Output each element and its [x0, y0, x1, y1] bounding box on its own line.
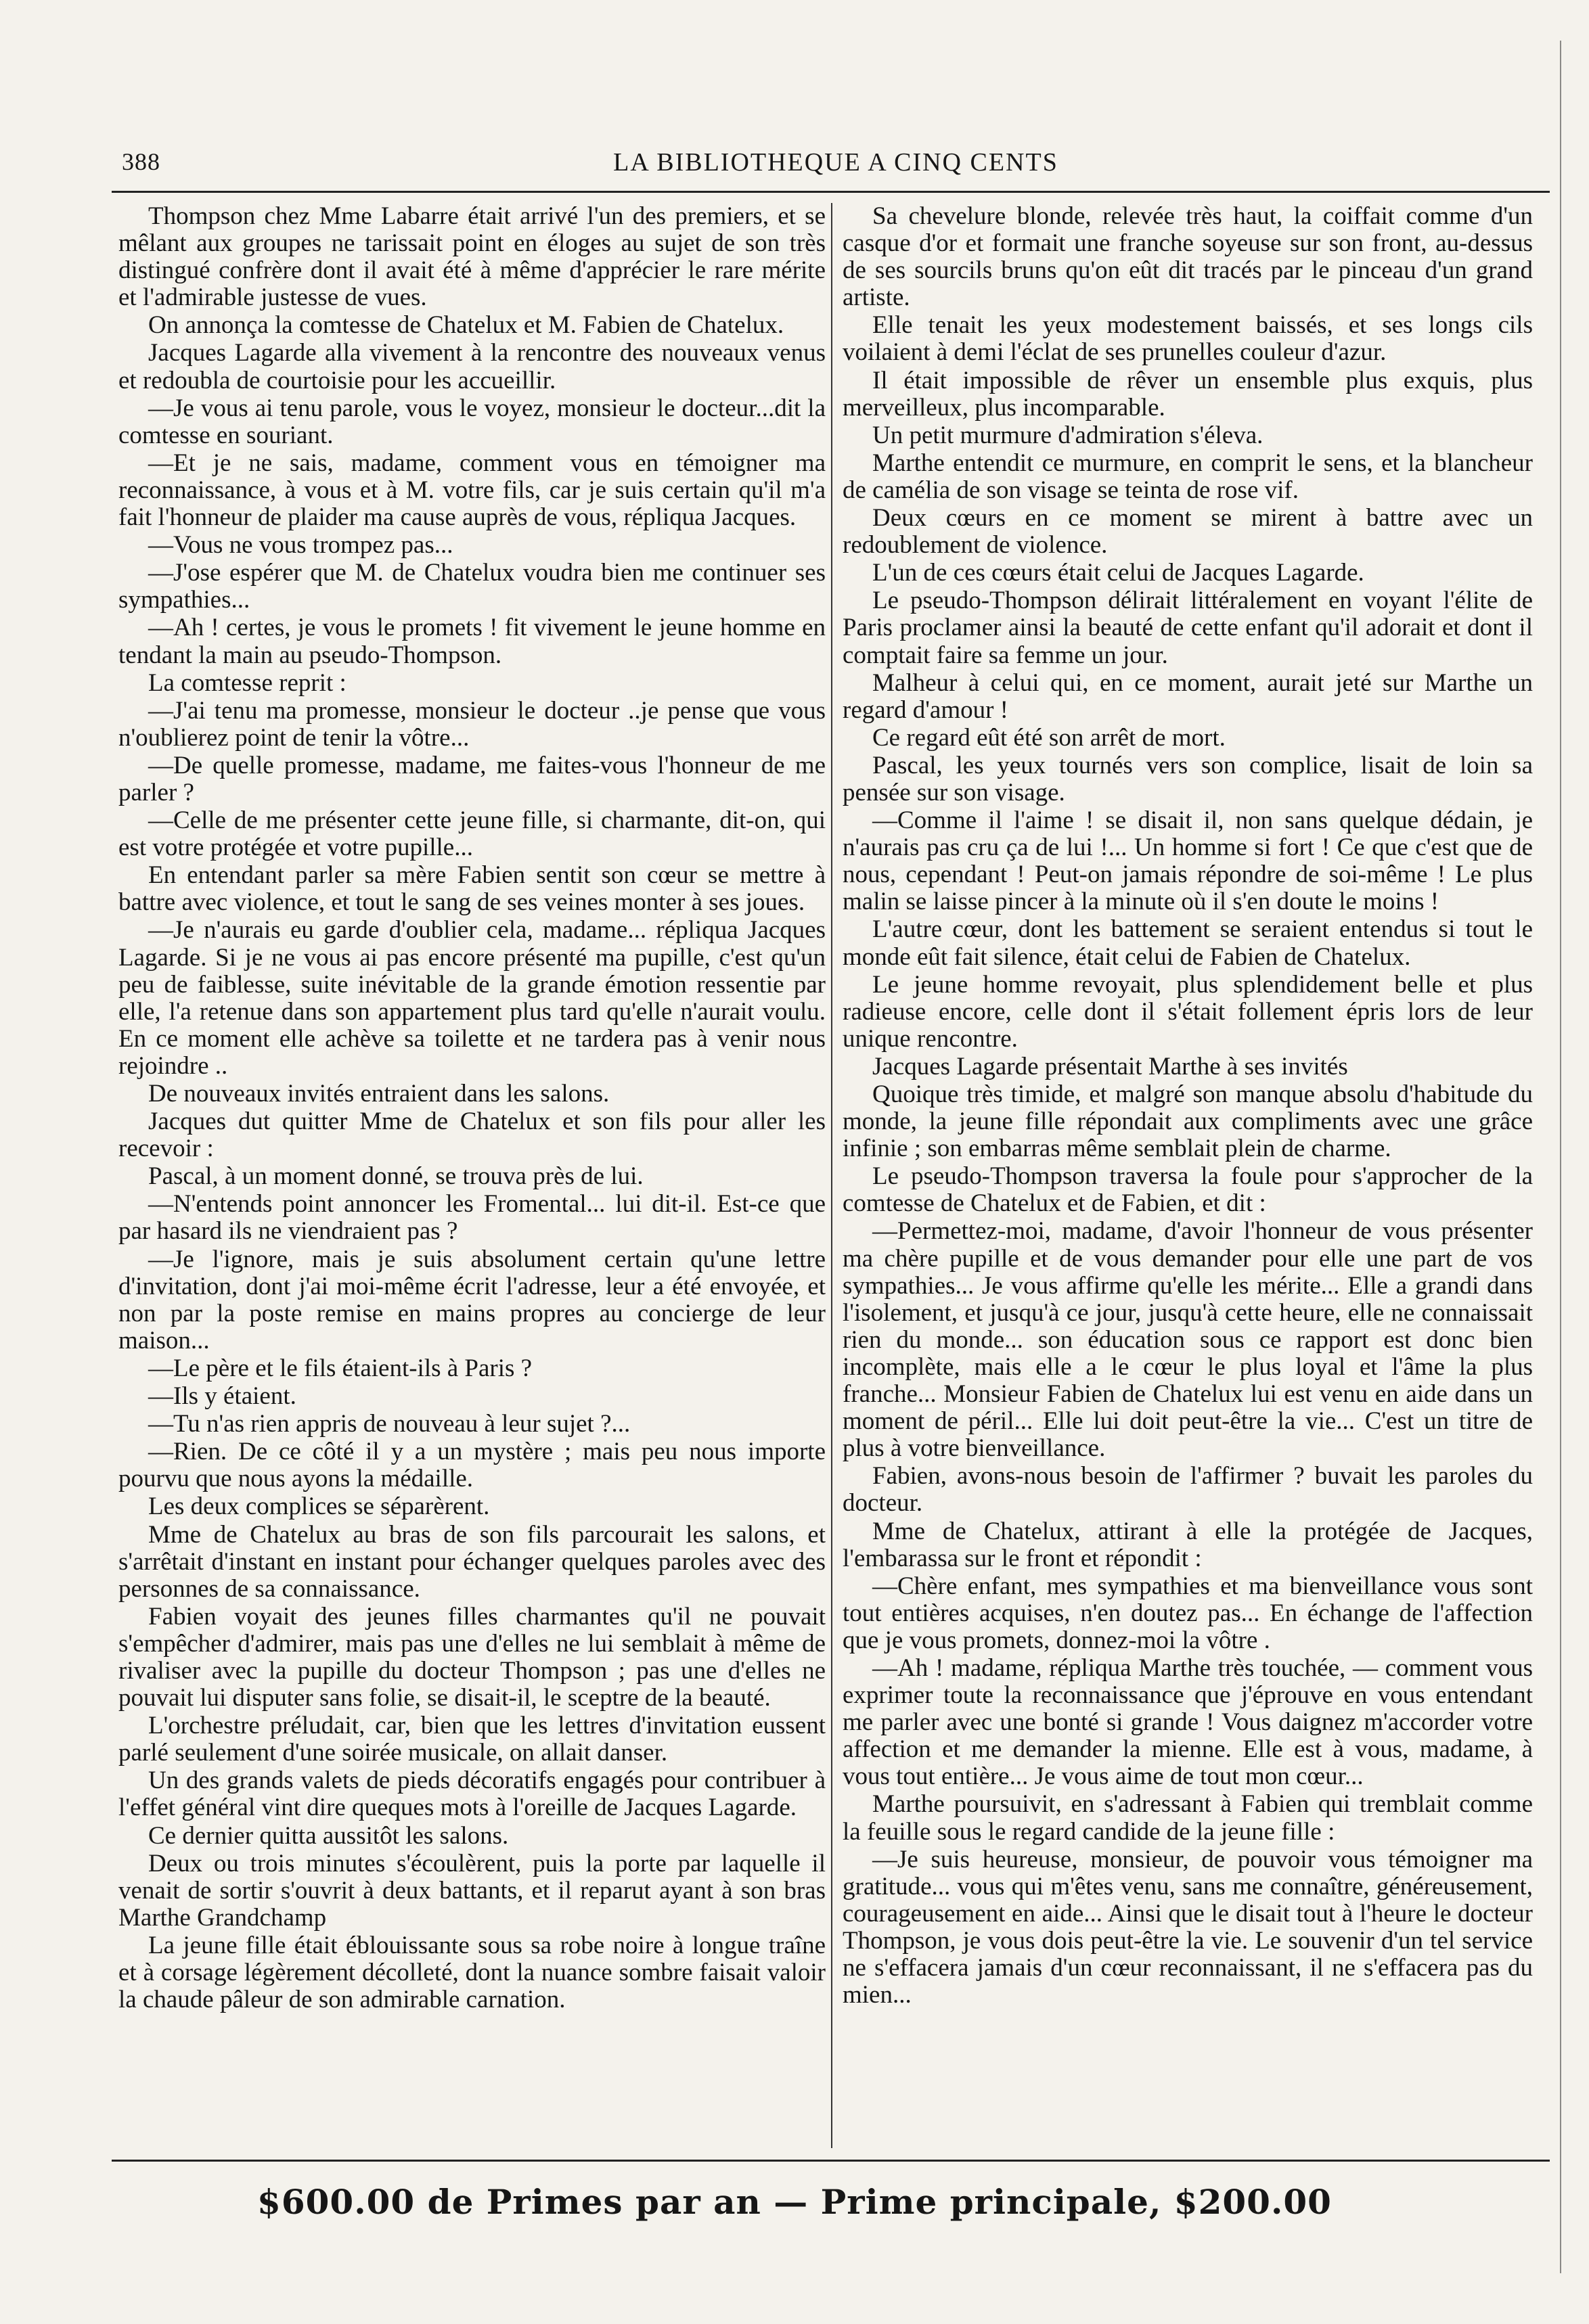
paragraph: Le jeune homme revoyait, plus splendidement belle et plus radieuse encore, celle dont il s'était follement épris lors de leur unique rencontre. [843, 970, 1533, 1053]
paragraph: Marthe entendit ce murmure, en comprit le sens, et la blancheur de camélia de son visage se teinta de rose vif. [843, 449, 1533, 504]
paragraph: Le pseudo-Thompson délirait littéralement en voyant l'élite de Paris proclamer ainsi la beauté de cette enfant qu'il adorait et dont il comptait faire sa femme un jour. [843, 587, 1533, 669]
paragraph: Ce dernier quitta aussitôt les salons. [148, 1821, 509, 1850]
paragraph: —Je vous ai tenu parole, vous le voyez, monsieur le docteur...dit la comtesse en souriant. [118, 394, 826, 449]
column-divider [831, 203, 832, 2148]
paragraph: —De quelle promesse, madame, me faites-vous l'honneur de me parler ? [118, 751, 826, 806]
paragraph: —Je n'aurais eu garde d'oublier cela, madame... répliqua Jacques Lagarde. Si je ne vous ai pas encore présenté ma pupille, c'est qu'un peu de faiblesse, suite inévitable de la grande émotion ressentie par elle, l'a retenue dans son appartement plus tard qu'elle n'aurait voulu. En ce moment elle achève sa toilette et ne tardera pas à venir nous rejoindre .. [118, 916, 826, 1080]
paragraph: —Et je ne sais, madame, comment vous en témoigner ma reconnaissance, à vous et à M. votre fils, car je suis certain qu'il m'a fait l'honneur de plaider ma cause auprès de vous, répliqua Jacques. [118, 449, 826, 532]
paragraph: Marthe poursuivit, en s'adressant à Fabien qui tremblait comme la feuille sous le regard candide de la jeune fille : [843, 1790, 1533, 1846]
paragraph: Deux cœurs en ce moment se mirent à battre avec un redoublement de violence. [843, 504, 1533, 560]
paragraph: —Ils y étaient. [148, 1382, 296, 1411]
paragraph: —Rien. De ce côté il y a un mystère ; mais peu nous importe pourvu que nous ayons la médaille. [118, 1438, 826, 1493]
paragraph: L'autre cœur, dont les battement se seraient entendus si tout le monde eût fait silence, était celui de Fabien de Chatelux. [843, 915, 1533, 971]
paragraph: —Comme il l'aime ! se disait il, non sans quelque dédain, je n'aurais pas cru ça de lui !... Un homme si fort ! Ce que c'est que de nous, cependant ! Peut-on jamais répondre de soi-même ! Le plus malin se laisse pincer à la minute où il s'en doute le moins ! [843, 806, 1533, 916]
page-number: 388 [122, 148, 160, 175]
paragraph: —Je suis heureuse, monsieur, de pouvoir vous témoigner ma gratitude... vous qui m'êtes venu, sans me connaître, généreusement, courageusement en aide... Ainsi que le disait tout à l'heure le docteur Thompson, je vous dois peut-être la vie. Le souvenir d'un tel service ne s'effacera jamais d'un cœur reconnaissant, il ne s'effacera pas du mien... [843, 1845, 1533, 2009]
paragraph: L'orchestre préludait, car, bien que les lettres d'invitation eussent parlé seulement d'une soirée musicale, on allait danser. [118, 1712, 826, 1767]
paragraph: Il était impossible de rêver un ensemble plus exquis, plus merveilleux, plus incomparable. [843, 366, 1533, 421]
page-header [122, 147, 1550, 188]
paragraph: Un petit murmure d'admiration s'éleva. [872, 421, 1263, 449]
paragraph: Malheur à celui qui, en ce moment, aurait jeté sur Marthe un regard d'amour ! [843, 668, 1533, 724]
paragraph: La comtesse reprit : [148, 668, 346, 697]
header-rule [112, 191, 1550, 193]
paragraph: Elle tenait les yeux modestement baissés, et ses longs cils voilaient à demi l'éclat de ses prunelles couleur d'azur. [843, 311, 1533, 367]
paragraph: Jacques Lagarde présentait Marthe à ses invités [872, 1052, 1348, 1080]
paragraph: —J'ai tenu ma promesse, monsieur le docteur ..je pense que vous n'oublierez point de tenir la vôtre... [118, 696, 826, 752]
paragraph: Le pseudo-Thompson traversa la foule pour s'approcher de la comtesse de Chatelux et de Fabien, et dit : [843, 1162, 1533, 1218]
paragraph: Un des grands valets de pieds décoratifs engagés pour contribuer à l'effet général vint dire queques mots à l'oreille de Jacques Lagarde. [118, 1767, 826, 1822]
paragraph: —Celle de me présenter cette jeune fille, si charmante, dit-on, qui est votre protégée et votre pupille... [118, 806, 826, 862]
footer-rule [112, 2160, 1550, 2162]
paragraph: —Permettez-moi, madame, d'avoir l'honneur de vous présenter ma chère pupille et de vous demander pour elle une part de vos sympathies... Je vous affirme qu'elle les mérite... Elle a grandi dans l'isolement, et jusqu'à ce jour, jusqu'à cette heure, elle ne connaissait rien du monde... son éducation sous ce rapport est donc bien incomplète, mais elle a le cœur le plus loyal et l'âme la plus franche... Monsieur Fabien de Chatelux lui est venu en aide dans un moment de péril... Elle lui doit peut-être la vie... C'est un titre de plus à votre bienveillance. [843, 1217, 1533, 1463]
paragraph: L'un de ces cœurs était celui de Jacques Lagarde. [872, 559, 1364, 587]
paragraph: —Le père et le fils étaient-ils à Paris ? [148, 1354, 533, 1382]
paragraph: Quoique très timide, et malgré son manque absolu d'habitude du monde, la jeune fille répondait aux compliments avec une grâce infinie ; son embarras même semblait plein de charme. [843, 1080, 1533, 1163]
paragraph: De nouveaux invités entraient dans les salons. [148, 1080, 610, 1108]
paragraph: En entendant parler sa mère Fabien sentit son cœur se mettre à battre avec violence, et tout le sang de ses veines monter à ses joues. [118, 861, 826, 917]
paragraph: Thompson chez Mme Labarre était arrivé l'un des premiers, et se mêlant aux groupes ne tarissait point en éloges au sujet de son très distingué confrère dont il avait été à même d'apprécier le rare mérite et l'admirable justesse de vues. [118, 203, 826, 312]
paragraph: —Tu n'as rien appris de nouveau à leur sujet ?... [148, 1410, 631, 1438]
right-column [843, 203, 1533, 2151]
paragraph: —J'ose espérer que M. de Chatelux voudra bien me continuer ses sympathies... [118, 559, 826, 614]
paragraph: Jacques Lagarde alla vivement à la rencontre des nouveaux venus et redoubla de courtoisie pour les accueillir. [118, 339, 826, 394]
paragraph: On annonça la comtesse de Chatelux et M. Fabien de Chatelux. [148, 311, 784, 340]
paragraph: —N'entends point annoncer les Fromental... lui dit-il. Est-ce que par hasard ils ne viendraient pas ? [118, 1190, 826, 1246]
paragraph: Pascal, à un moment donné, se trouva près de lui. [148, 1162, 644, 1191]
paragraph: —Je l'ignore, mais je suis absolument certain qu'une lettre d'invitation, dont j'ai moi-même écrit l'adresse, leur a été envoyée, et non par la poste remise en mains propres au concierge de leur maison... [118, 1245, 826, 1354]
paragraph: Deux ou trois minutes s'écoulèrent, puis la porte par laquelle il venait de sortir s'ouvrit à deux battants, et il reparut ayant à son bras Marthe Grandchamp [118, 1849, 826, 1932]
paragraph: —Chère enfant, mes sympathies et ma bienveillance vous sont tout entières acquises, n'en doutez pas... En échange de l'affection que je vous promets, donnez-moi la vôtre . [843, 1572, 1533, 1654]
paragraph: Fabien, avons-nous besoin de l'affirmer ? buvait les paroles du docteur. [843, 1462, 1533, 1518]
page-edge-shadow [1560, 41, 1561, 2273]
paragraph: Les deux complices se séparèrent. [148, 1493, 490, 1521]
paragraph: Mme de Chatelux au bras de son fils parcourait les salons, et s'arrêtait d'instant en instant pour échanger quelques paroles avec des personnes de sa connaissance. [118, 1520, 826, 1603]
paragraph: Jacques dut quitter Mme de Chatelux et son fils pour aller les recevoir : [118, 1108, 826, 1163]
paragraph: Mme de Chatelux, attirant à elle la protégée de Jacques, l'embarassa sur le front et répondit : [843, 1517, 1533, 1572]
left-column [118, 203, 826, 2151]
paragraph: Ce regard eût été son arrêt de mort. [872, 723, 1226, 752]
paragraph: —Ah ! certes, je vous le promets ! fit vivement le jeune homme en tendant la main au pseudo-Thompson. [118, 614, 826, 669]
paragraph: Pascal, les yeux tournés vers son complice, lisait de loin sa pensée sur son visage. [843, 751, 1533, 806]
paragraph: —Vous ne vous trompez pas... [148, 531, 453, 560]
paragraph: Sa chevelure blonde, relevée très haut, la coiffait comme d'un casque d'or et formait une franche soyeuse sur son front, au-dessus de ses sourcils bruns qu'on eût dit tracés par le pinceau d'un grand artiste. [843, 203, 1533, 312]
running-title: LA BIBLIOTHEQUE A CINQ CENTS [613, 148, 1058, 177]
paragraph: Fabien voyait des jeunes filles charmantes qu'il ne pouvait s'empêcher d'admirer, mais pas une d'elles ne lui semblait à même de rivaliser avec la pupille du docteur Thompson ; pas une d'elles ne pouvait lui disputer sans folie, se disait-il, le sceptre de la beauté. [118, 1602, 826, 1712]
paragraph: La jeune fille était éblouissante sous sa robe noire à longue traîne et à corsage légèrement décolleté, dont la nuance sombre faisait valoir la chaude pâleur de son admirable carnation. [118, 1931, 826, 2014]
footer-advertisement: $600.00 de Primes par an — Prime principale, $200.00 [257, 2182, 1332, 2222]
paragraph: —Ah ! madame, répliqua Marthe très touchée, — comment vous exprimer toute la reconnaissance que j'éprouve en vous entendant me parler avec une bonté si grande ! Vous daignez m'accorder votre affection et me demander la mienne. Elle est à vous, madame, à vous tout entière... Je vous aime de tout mon cœur... [843, 1654, 1533, 1791]
